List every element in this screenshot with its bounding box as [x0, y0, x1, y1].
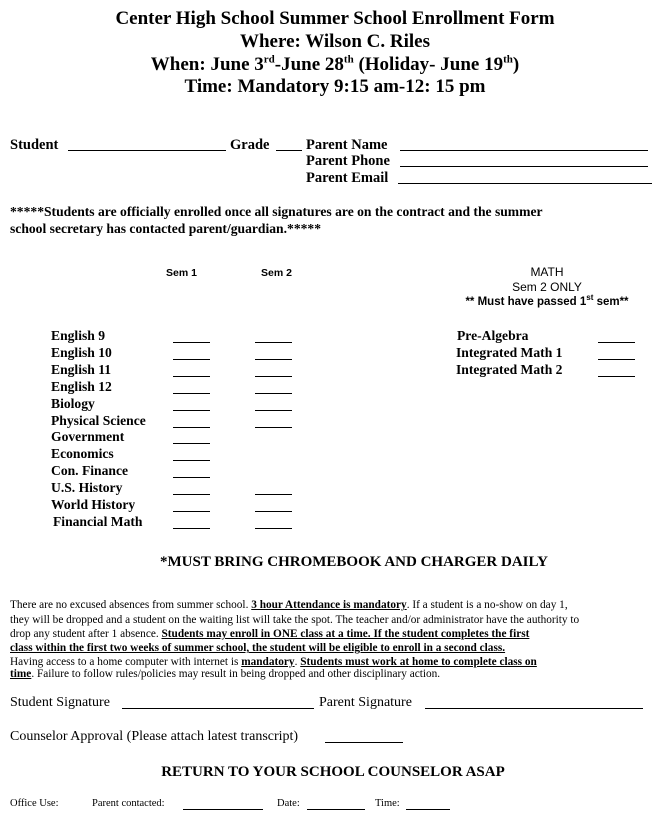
sem2-blank[interactable] — [255, 410, 292, 411]
course-name: Physical Science — [51, 412, 146, 428]
enrollment-notice-line1: *****Students are officially enrolled once all signatures are on the contract and the summer — [10, 204, 543, 219]
sem2-blank[interactable] — [255, 494, 292, 495]
office-time-label: Time: — [375, 798, 400, 809]
counselor-approval-label: Counselor Approval (Please attach latest transcript) — [10, 729, 299, 744]
math-subheader: Sem 2 ONLY — [512, 280, 582, 294]
form-title: Center High School Summer School Enrollment Form — [115, 8, 555, 29]
sem1-header: Sem 1 — [166, 267, 197, 279]
parent-contacted-label: Parent contacted: — [92, 798, 165, 809]
math-blank[interactable] — [598, 376, 635, 377]
course-name: Con. Finance — [51, 463, 129, 479]
math-course-name: Integrated Math 2 — [456, 361, 563, 377]
office-date-field[interactable] — [307, 809, 365, 810]
sem1-blank[interactable] — [173, 443, 210, 444]
parent-phone-field[interactable] — [400, 166, 648, 167]
sem2-blank[interactable] — [255, 376, 292, 377]
course-name: English 12 — [51, 378, 112, 394]
course-name: Financial Math — [53, 513, 143, 529]
math-blank[interactable] — [598, 342, 635, 343]
sem1-blank[interactable] — [173, 528, 210, 529]
sem1-blank[interactable] — [173, 342, 210, 343]
office-time-field[interactable] — [406, 809, 450, 810]
enrollment-notice-line2: school secretary has contacted parent/guardian.***** — [10, 221, 322, 236]
policy-line6: time. Failure to follow rules/policies may result in being dropped and other disciplinary action. — [10, 668, 441, 680]
course-name: Economics — [51, 446, 114, 462]
chromebook-notice: *MUST BRING CHROMEBOOK AND CHARGER DAILY — [160, 554, 548, 570]
course-name: World History — [51, 497, 136, 512]
sem1-blank[interactable] — [173, 410, 210, 411]
parent-name-field[interactable] — [400, 150, 648, 151]
sem2-blank[interactable] — [255, 393, 292, 394]
sem2-blank[interactable] — [255, 427, 292, 428]
sem2-blank[interactable] — [255, 359, 292, 360]
policy-line4: class within the first two weeks of summer school, the student will be eligible to enroll in a second class. — [10, 642, 506, 654]
time-line: Time: Mandatory 9:15 am-12: 15 pm — [184, 76, 486, 97]
policy-line5: Having access to a home computer with internet is mandatory. Students must work at home to complete class on — [10, 656, 537, 668]
sem1-blank[interactable] — [173, 376, 210, 377]
sem1-blank[interactable] — [173, 511, 210, 512]
office-use-label: Office Use: — [10, 798, 59, 809]
office-date-label: Date: — [277, 798, 300, 809]
counselor-approval-field[interactable] — [325, 742, 403, 743]
location-line: Where: Wilson C. Riles — [239, 31, 430, 52]
course-name: Government — [51, 429, 125, 445]
math-course-name: Integrated Math 1 — [456, 344, 563, 360]
parent-name-label: Parent Name — [306, 137, 388, 153]
student-signature-field[interactable] — [122, 708, 314, 709]
student-label: Student — [10, 137, 59, 153]
dates-line: When: June 3rd-June 28th (Holiday- June 19th) — [150, 53, 520, 75]
policy-line3: drop any student after 1 absence. Students may enroll in ONE class at a time. If the student completes the first — [10, 628, 530, 640]
student-field[interactable] — [68, 150, 226, 151]
course-name: English 11 — [51, 361, 112, 377]
grade-field[interactable] — [276, 150, 302, 151]
course-name: U.S. History — [51, 480, 123, 496]
return-notice: RETURN TO YOUR SCHOOL COUNSELOR ASAP — [161, 764, 505, 780]
course-name: English 9 — [51, 328, 106, 343]
sem2-blank[interactable] — [255, 342, 292, 343]
sem1-blank[interactable] — [173, 359, 210, 360]
parent-signature-field[interactable] — [425, 708, 643, 709]
sem2-blank[interactable] — [255, 511, 292, 512]
student-signature-label: Student Signature — [10, 695, 110, 710]
sem1-blank[interactable] — [173, 427, 210, 428]
math-requirement-note: ** Must have passed 1st sem** — [465, 293, 629, 308]
sem2-blank[interactable] — [255, 528, 292, 529]
parent-signature-label: Parent Signature — [319, 695, 412, 710]
parent-contacted-field[interactable] — [183, 809, 263, 810]
sem1-blank[interactable] — [173, 477, 210, 478]
policy-line1: There are no excused absences from summer school. 3 hour Attendance is mandatory. If a student is a no-show on day 1, — [10, 599, 568, 611]
parent-email-field[interactable] — [398, 183, 652, 184]
sem1-blank[interactable] — [173, 460, 210, 461]
math-course-name: Pre-Algebra — [457, 328, 529, 343]
course-name: English 10 — [51, 344, 112, 360]
policy-line2: they will be dropped and a student on the waiting list will take the spot. The teacher and/or administrator have the authority to — [10, 614, 580, 626]
parent-email-label: Parent Email — [306, 170, 389, 186]
course-name: Biology — [51, 395, 95, 411]
math-header: MATH — [530, 265, 564, 279]
grade-label: Grade — [230, 137, 270, 153]
math-blank[interactable] — [598, 359, 635, 360]
sem2-header: Sem 2 — [261, 267, 292, 279]
sem1-blank[interactable] — [173, 494, 210, 495]
sem1-blank[interactable] — [173, 393, 210, 394]
parent-phone-label: Parent Phone — [306, 153, 390, 169]
